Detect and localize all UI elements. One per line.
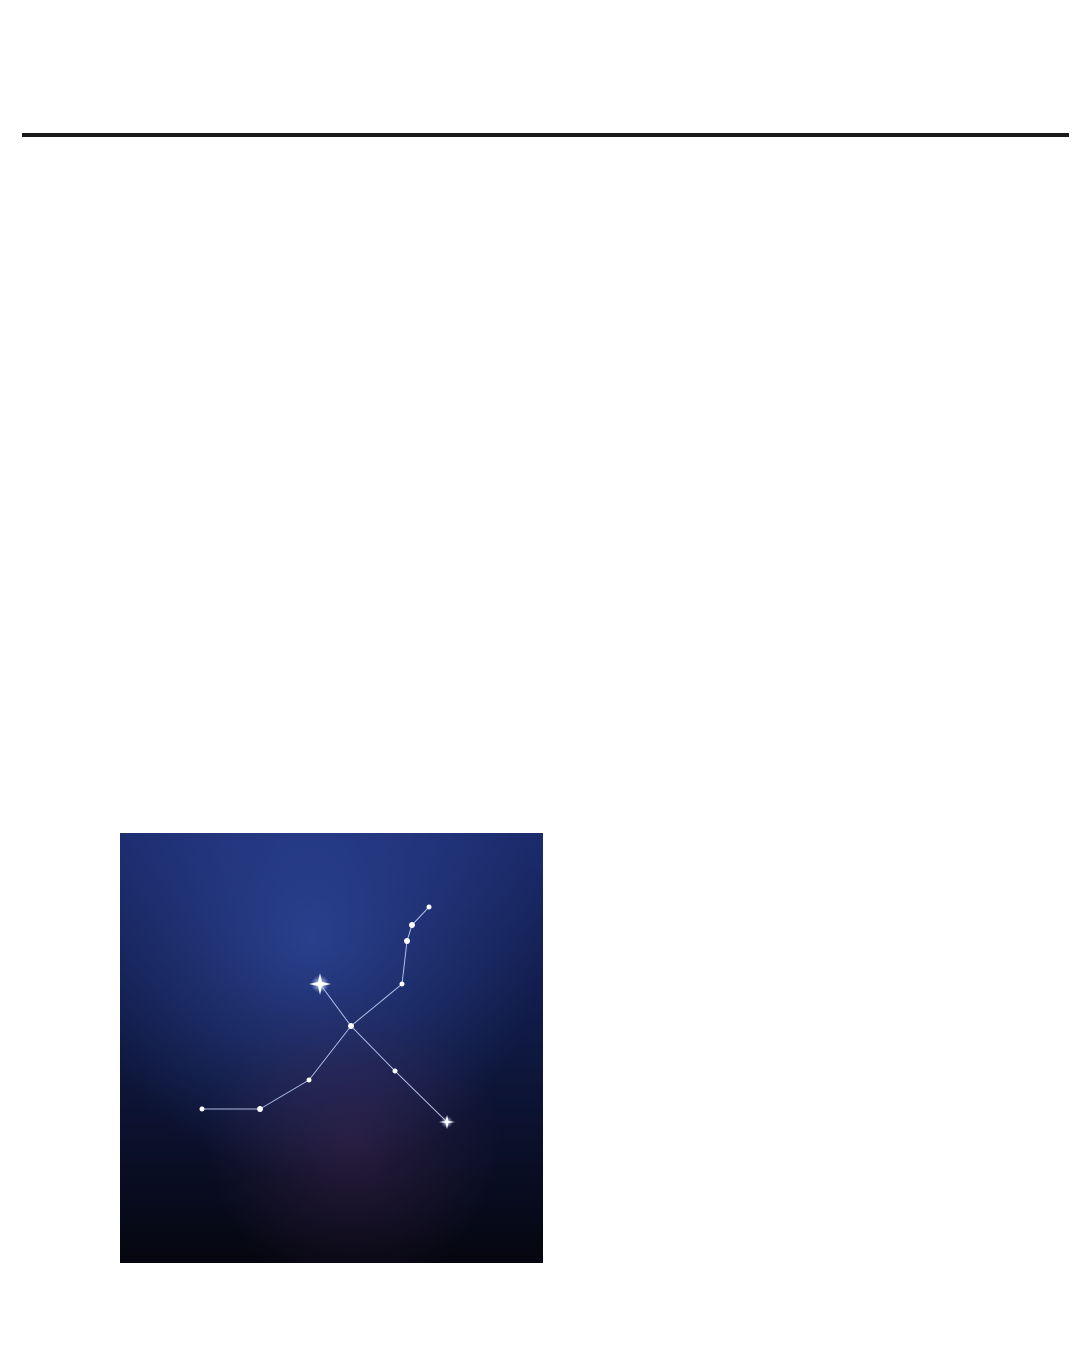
cygnus-image [120,833,543,1263]
header-divider [22,133,1069,137]
facts-list [583,830,1053,857]
star-field [120,833,543,1263]
memo-body [23,153,1068,189]
nebula-glow-lower [120,833,543,1263]
